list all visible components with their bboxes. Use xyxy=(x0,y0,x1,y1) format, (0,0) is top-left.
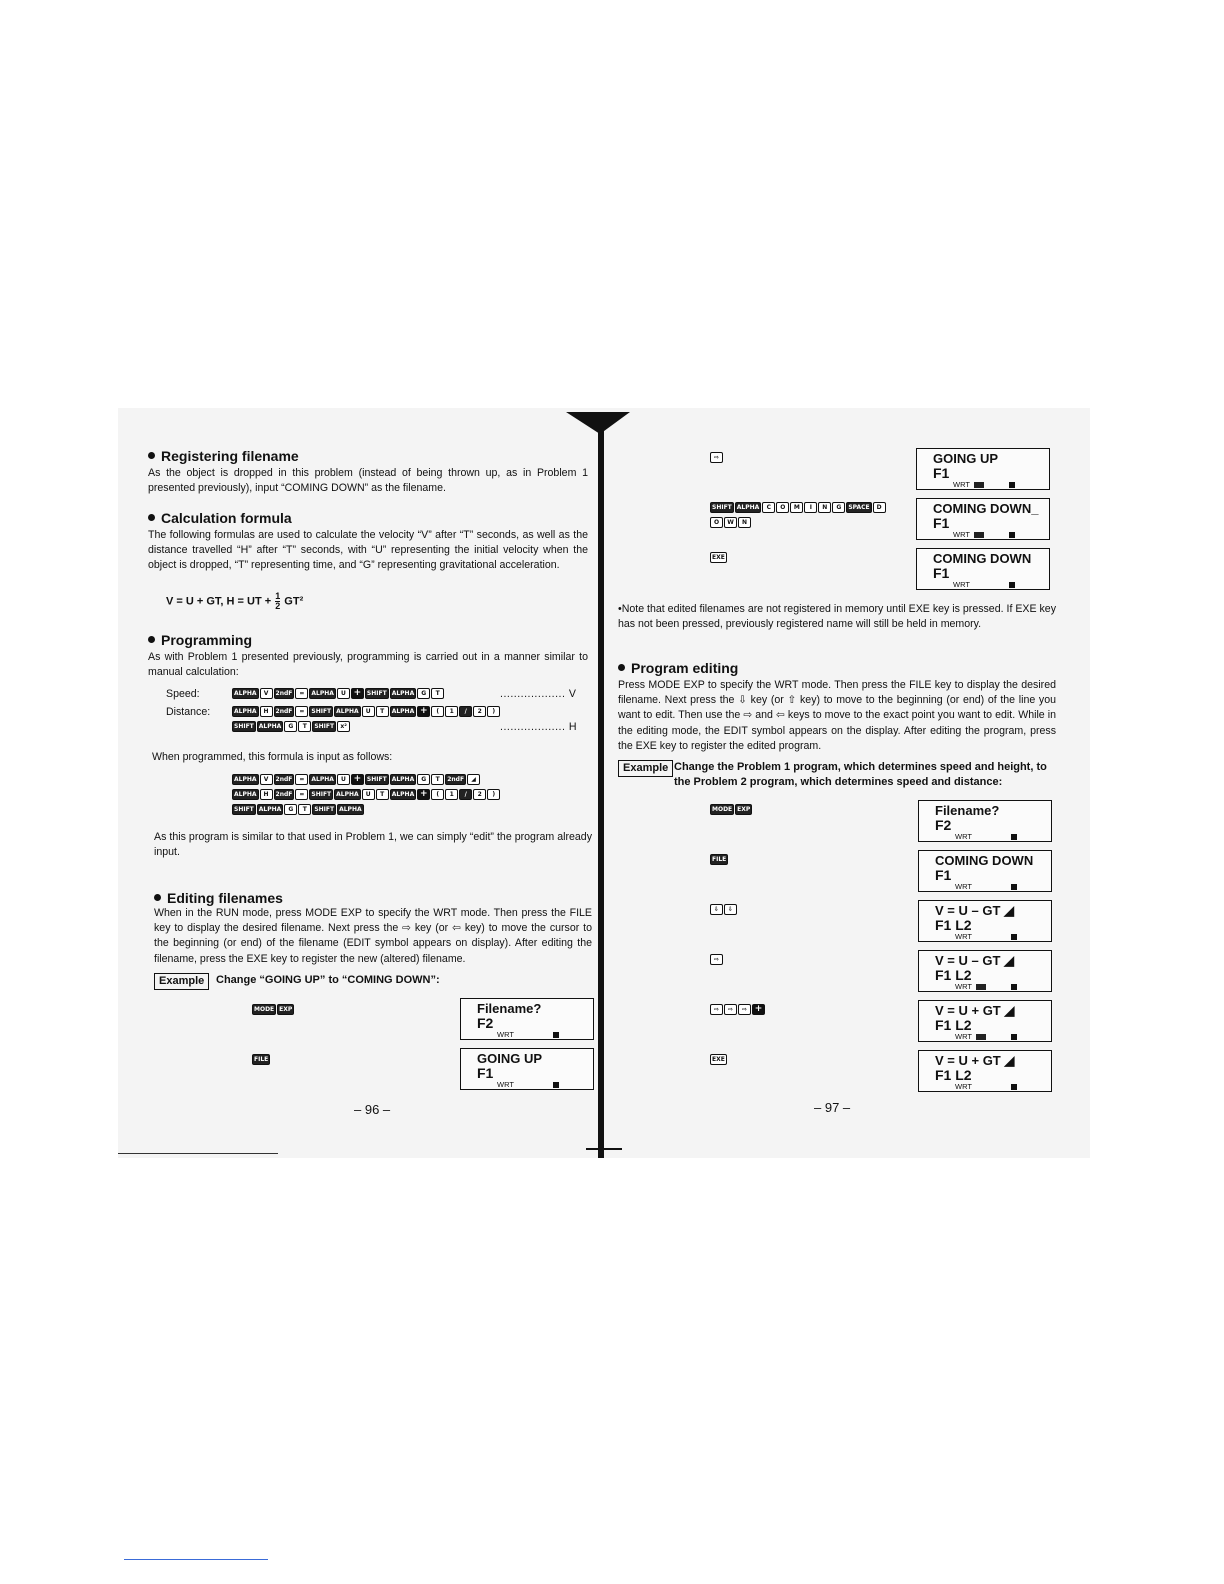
key-2: 2 xyxy=(473,706,486,717)
lcd-line-2: F1 xyxy=(933,565,950,581)
coming-key-sequence-1 xyxy=(710,502,886,513)
lcd-display xyxy=(918,900,1052,942)
down-arrow-key: ⇩ xyxy=(710,904,723,915)
bullet-icon xyxy=(154,894,161,901)
key-equals: = xyxy=(295,688,308,699)
right-arrow-key: ⇨ xyxy=(724,1004,737,1015)
key-h: H xyxy=(260,789,273,800)
plus-key: + xyxy=(752,1004,765,1015)
wrt-indicator: WRT xyxy=(497,1030,514,1039)
alpha-key: ALPHA xyxy=(234,776,257,783)
key-t: T xyxy=(298,721,311,732)
key-right xyxy=(710,954,723,965)
wrt-indicator: WRT xyxy=(953,530,984,539)
left-page xyxy=(148,410,594,1150)
key-i: I xyxy=(804,502,817,513)
lcd-line-2: F1 L2 xyxy=(935,967,972,983)
calculation-body: The following formulas are used to calculate the velocity “V” after “T” seconds, as well as the distance travelled “H” after “T” seconds, with “U” representing the initial velocity when the object is dropped, “T” representing time, and “G” representing gravitational acceleration. xyxy=(148,529,588,572)
lcd-line-1: V = U + GT ◢ xyxy=(935,1003,1015,1018)
key-v: V xyxy=(260,774,273,785)
note-text: •Note that edited filenames are not registered in memory until EXE key is pressed. If EXE key has not been pressed, previously registered name will still be held in memory. xyxy=(618,603,1056,631)
alpha-key: ALPHA xyxy=(391,791,415,798)
second-key: 2ndF xyxy=(275,791,293,798)
edit-icon xyxy=(974,482,984,488)
lcd-display xyxy=(918,1050,1052,1092)
key-right-right-right-plus xyxy=(710,1004,765,1015)
key-x2: x² xyxy=(337,721,350,732)
key-div: / xyxy=(459,789,472,800)
plus-key: + xyxy=(351,688,364,699)
key-open-paren: ( xyxy=(431,706,444,717)
lcd-display xyxy=(916,448,1050,490)
key-2: 2 xyxy=(473,789,486,800)
example-tag: Example xyxy=(618,760,673,777)
book-spine xyxy=(598,418,604,1158)
distance-key-sequence-2 xyxy=(232,721,350,732)
lcd-line-2: F1 xyxy=(477,1065,494,1081)
speed-key-sequence xyxy=(232,688,444,699)
lcd-display xyxy=(460,1048,594,1090)
key-h: H xyxy=(260,706,273,717)
registering-body: As the object is dropped in this problem (instead of being thrown up, as in Problem 1 presented previously), input “COMING DOWN” as the filename. xyxy=(148,467,588,495)
right-arrow-key: ⇨ xyxy=(710,452,723,463)
key-o: O xyxy=(776,502,789,513)
exp-key: EXP xyxy=(737,806,751,813)
programmed-text: When programmed, this formula is input as follows: xyxy=(152,751,393,763)
file-key: FILE xyxy=(254,1056,269,1063)
key-m: M xyxy=(790,502,803,513)
alpha-key: ALPHA xyxy=(234,690,257,697)
wrt-indicator: WRT xyxy=(955,1032,986,1041)
speed-dots: ................... V xyxy=(500,688,577,700)
program-key-sequence-3 xyxy=(232,804,364,815)
right-arrow-key: ⇨ xyxy=(738,1004,751,1015)
page-number: – 97 – xyxy=(814,1100,851,1115)
bottom-rule xyxy=(118,1153,278,1154)
key-exe xyxy=(710,1054,727,1065)
alpha-key: ALPHA xyxy=(234,708,257,715)
key-c: C xyxy=(762,502,775,513)
program-key-sequence-1 xyxy=(232,774,480,785)
right-arrow-key: ⇨ xyxy=(710,1004,723,1015)
key-v: V xyxy=(260,688,273,699)
lcd-line-1: COMING DOWN xyxy=(933,551,1032,566)
key-u: U xyxy=(337,774,350,785)
alpha-key: ALPHA xyxy=(391,776,415,783)
key-u: U xyxy=(362,706,375,717)
key-1: 1 xyxy=(445,706,458,717)
program-editing-body: Press MODE EXP to specify the WRT mode. Then press the FILE key to display the desired filename. Next press the ⇩ key (or ⇧ key) to move to the beginning (or end) of the line you want to edit. Then use the ⇨ and ⇦ keys to move to the exact point you want to edit. While in the editing mode, the EDIT symbol appears on the display. After editing the program, press the EXE key to register the edited program. xyxy=(618,679,1056,752)
distance-key-sequence-1 xyxy=(232,706,500,717)
exe-key: EXE xyxy=(712,554,725,561)
key-t: T xyxy=(298,804,311,815)
edit-icon xyxy=(974,532,984,538)
lcd-display xyxy=(918,850,1052,892)
lcd-display xyxy=(460,998,594,1040)
program-key-sequence-2 xyxy=(232,789,500,800)
lcd-line-1: COMING DOWN_ xyxy=(933,501,1039,516)
key-exe xyxy=(710,552,727,563)
lcd-display xyxy=(918,1000,1052,1042)
space-key: SPACE xyxy=(848,504,870,511)
speed-label: Speed: xyxy=(166,688,200,700)
key-close-paren: ) xyxy=(487,706,500,717)
alpha-key: ALPHA xyxy=(234,791,257,798)
key-n: N xyxy=(738,517,751,528)
alpha-key: ALPHA xyxy=(258,806,282,813)
heading-program-editing: Program editing xyxy=(618,660,738,676)
key-t: T xyxy=(376,789,389,800)
second-key: 2ndF xyxy=(275,776,293,783)
shift-key: SHIFT xyxy=(314,806,335,813)
lcd-line-2: F2 xyxy=(935,817,952,833)
plus-key: + xyxy=(417,706,430,717)
wrt-indicator: WRT xyxy=(955,982,986,991)
bullet-icon xyxy=(148,452,155,459)
example-text: Change the Problem 1 program, which determines speed and height, to the Problem 2 program, which determines speed and distance: xyxy=(674,761,1047,788)
lcd-line-2: F1 xyxy=(933,465,950,481)
lcd-line-2: F1 xyxy=(935,867,952,883)
key-t: T xyxy=(376,706,389,717)
second-key: 2ndF xyxy=(275,690,293,697)
alpha-key: ALPHA xyxy=(391,708,415,715)
bullet-icon xyxy=(148,636,155,643)
d-icon xyxy=(1011,884,1017,890)
key-mode-exp xyxy=(252,1004,294,1015)
alpha-key: ALPHA xyxy=(391,690,415,697)
shift-key: SHIFT xyxy=(234,723,254,730)
key-down-down xyxy=(710,904,737,915)
d-icon xyxy=(1009,482,1015,488)
shift-key: SHIFT xyxy=(311,791,332,798)
wrt-indicator: WRT xyxy=(955,832,972,841)
key-u: U xyxy=(362,789,375,800)
key-equals: = xyxy=(295,789,308,800)
d-icon xyxy=(1011,1084,1017,1090)
key-close-paren: ) xyxy=(487,789,500,800)
key-g: G xyxy=(284,804,297,815)
key-n: N xyxy=(818,502,831,513)
key-1: 1 xyxy=(445,789,458,800)
d-icon xyxy=(1011,984,1017,990)
heading-registering-filename: Registering filename xyxy=(148,448,299,464)
down-arrow-key: ⇩ xyxy=(724,904,737,915)
plus-key: + xyxy=(417,789,430,800)
alpha-key: ALPHA xyxy=(736,504,760,511)
lcd-display xyxy=(918,950,1052,992)
lcd-line-1: V = U – GT ◢ xyxy=(935,903,1014,918)
alpha-key: ALPHA xyxy=(339,806,362,813)
mode-key: MODE xyxy=(254,1006,275,1013)
key-g: G xyxy=(832,502,845,513)
alpha-key: ALPHA xyxy=(336,791,359,798)
key-g: G xyxy=(417,688,430,699)
key-open-paren: ( xyxy=(431,789,444,800)
key-o: O xyxy=(710,517,723,528)
distance-label: Distance: xyxy=(166,706,211,718)
lcd-line-2: F1 xyxy=(933,515,950,531)
lcd-line-1: GOING UP xyxy=(477,1051,543,1066)
key-div: / xyxy=(459,706,472,717)
shift-key: SHIFT xyxy=(712,504,732,511)
lcd-display xyxy=(916,498,1050,540)
wrt-indicator: WRT xyxy=(953,480,984,489)
d-icon xyxy=(1011,834,1017,840)
example-tag: Example xyxy=(154,973,209,990)
lcd-line-1: GOING UP xyxy=(933,451,999,466)
shift-key: SHIFT xyxy=(234,806,254,813)
edit-icon xyxy=(976,1034,986,1040)
lcd-line-1: V = U – GT ◢ xyxy=(935,953,1014,968)
lcd-line-1: V = U + GT ◢ xyxy=(935,1053,1015,1068)
heading-editing-filenames: Editing filenames xyxy=(154,890,283,906)
lcd-display xyxy=(918,800,1052,842)
alpha-key: ALPHA xyxy=(311,690,334,697)
key-g: G xyxy=(284,721,297,732)
file-key: FILE xyxy=(712,856,727,863)
d-icon xyxy=(553,1032,559,1038)
formula: V = U + GT, H = UT + $\frac{1}{2}$ GT² xyxy=(166,591,304,611)
key-mode-exp xyxy=(710,804,752,815)
d-icon xyxy=(1011,934,1017,940)
similar-text: As this program is similar to that used in Problem 1, we can simply “edit” the program already input. xyxy=(154,831,592,859)
key-u: U xyxy=(337,688,350,699)
lcd-line-2: F1 L2 xyxy=(935,1067,972,1083)
shift-key: SHIFT xyxy=(314,723,335,730)
mode-key: MODE xyxy=(712,806,733,813)
alpha-key: ALPHA xyxy=(258,723,282,730)
key-triangle: ◢ xyxy=(467,774,480,785)
alpha-key: ALPHA xyxy=(336,708,359,715)
blue-rule xyxy=(124,1559,268,1560)
wrt-indicator: WRT xyxy=(953,580,970,589)
lcd-line-2: F2 xyxy=(477,1015,494,1031)
right-arrow-key: ⇨ xyxy=(710,954,723,965)
second-key: 2ndF xyxy=(447,776,465,783)
lcd-line-1: Filename? xyxy=(935,803,1000,818)
alpha-key: ALPHA xyxy=(311,776,334,783)
shift-key: SHIFT xyxy=(366,776,387,783)
wrt-indicator: WRT xyxy=(497,1080,514,1089)
example-text: Change “GOING UP” to “COMING DOWN”: xyxy=(216,974,440,986)
shift-key: SHIFT xyxy=(311,708,332,715)
wrt-indicator: WRT xyxy=(955,932,972,941)
exp-key: EXP xyxy=(279,1006,293,1013)
key-t: T xyxy=(431,688,444,699)
d-icon xyxy=(1011,1034,1017,1040)
second-key: 2ndF xyxy=(275,708,293,715)
programming-body: As with Problem 1 presented previously, programming is carried out in a manner similar to manual calculation: xyxy=(148,651,588,679)
exe-key: EXE xyxy=(712,1056,725,1063)
key-file xyxy=(252,1054,270,1065)
key-equals: = xyxy=(295,774,308,785)
bullet-icon xyxy=(618,664,625,671)
bullet-icon xyxy=(148,514,155,521)
distance-dots: ................... H xyxy=(500,721,578,733)
shift-key: SHIFT xyxy=(366,690,387,697)
page-number: – 96 – xyxy=(354,1102,391,1117)
lcd-line-1: COMING DOWN xyxy=(935,853,1034,868)
heading-programming: Programming xyxy=(148,632,252,648)
key-file xyxy=(710,854,728,865)
right-page xyxy=(618,410,1058,1150)
d-icon xyxy=(553,1082,559,1088)
coming-key-sequence-2 xyxy=(710,517,751,528)
fraction: $\frac{1}{2}$ xyxy=(275,591,281,611)
editing-body: When in the RUN mode, press MODE EXP to specify the WRT mode. Then press the FILE key to display the desired filename. Next press the ⇨ key (or ⇦ key) to move the cursor to the beginning (or end) of the filename (EDIT symbol appears on display). After editing the filename, press the EXE key to register the new (altered) filename. xyxy=(154,907,592,965)
key-g: G xyxy=(417,774,430,785)
d-icon xyxy=(1009,582,1015,588)
lcd-display xyxy=(916,548,1050,590)
d-icon xyxy=(1009,532,1015,538)
key-equals: = xyxy=(295,706,308,717)
lcd-line-2: F1 L2 xyxy=(935,917,972,933)
key-right xyxy=(710,452,723,463)
key-d: D xyxy=(873,502,886,513)
heading-calculation-formula: Calculation formula xyxy=(148,510,292,526)
key-t: T xyxy=(431,774,444,785)
wrt-indicator: WRT xyxy=(955,882,972,891)
wrt-indicator: WRT xyxy=(955,1082,972,1091)
lcd-line-2: F1 L2 xyxy=(935,1017,972,1033)
plus-key: + xyxy=(351,774,364,785)
key-w: W xyxy=(724,517,737,528)
edit-icon xyxy=(976,984,986,990)
lcd-line-1: Filename? xyxy=(477,1001,542,1016)
